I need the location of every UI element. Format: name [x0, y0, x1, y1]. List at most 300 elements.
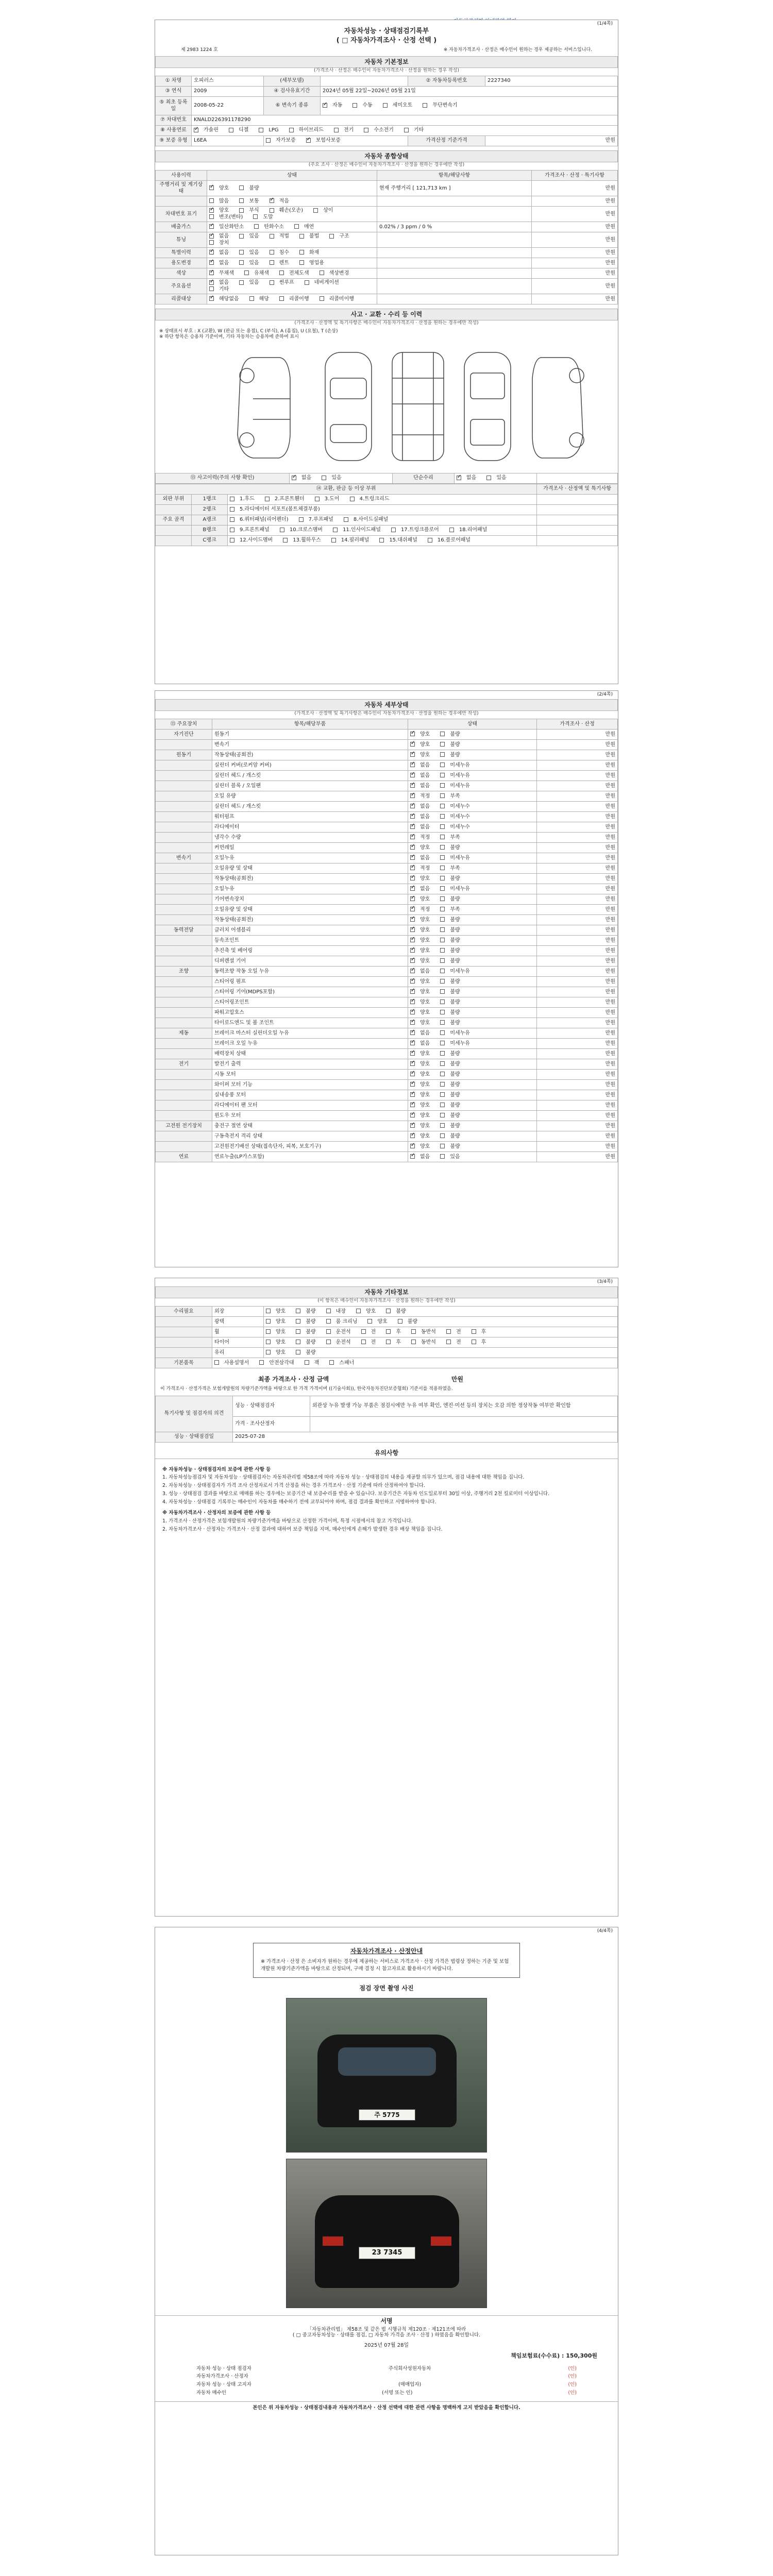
option-item[interactable]: [446, 1329, 466, 1336]
checkbox-icon[interactable]: [299, 260, 304, 265]
checkbox-icon[interactable]: [209, 198, 214, 203]
option-item[interactable]: [410, 1072, 435, 1078]
checkbox-icon[interactable]: [440, 855, 445, 860]
option-item[interactable]: [209, 286, 234, 293]
option-item[interactable]: [410, 1154, 435, 1161]
checkbox-icon[interactable]: [472, 1329, 476, 1334]
checkbox-icon[interactable]: [404, 128, 409, 132]
checkbox-icon[interactable]: [361, 1340, 366, 1344]
checkbox-icon[interactable]: [296, 1319, 300, 1324]
option-item[interactable]: [329, 1360, 359, 1367]
checkbox-icon[interactable]: [410, 1123, 415, 1128]
option-item[interactable]: [230, 527, 275, 534]
checkbox-icon[interactable]: [440, 927, 445, 932]
option-item[interactable]: [410, 1061, 435, 1068]
option-item[interactable]: [410, 989, 435, 996]
checkbox-icon[interactable]: [333, 528, 338, 532]
option-item[interactable]: [410, 1030, 435, 1037]
checkbox-icon[interactable]: [486, 476, 491, 480]
option-item[interactable]: [440, 1051, 465, 1058]
option-item[interactable]: [270, 198, 294, 205]
option-item[interactable]: [244, 270, 274, 277]
checkbox-icon[interactable]: [350, 497, 355, 501]
checkbox-icon[interactable]: [440, 1144, 445, 1148]
checkbox-icon[interactable]: [326, 1319, 331, 1324]
checkbox-icon[interactable]: [361, 1329, 366, 1334]
option-item[interactable]: [259, 1360, 299, 1367]
checkbox-icon[interactable]: [356, 1309, 361, 1313]
checkbox-icon[interactable]: [294, 224, 299, 229]
option-item[interactable]: [329, 233, 354, 240]
checkbox-icon[interactable]: [266, 1340, 271, 1344]
checkbox-icon[interactable]: [194, 128, 198, 132]
option-item[interactable]: [292, 475, 316, 482]
checkbox-icon[interactable]: [446, 1329, 451, 1334]
checkbox-icon[interactable]: [410, 1092, 415, 1097]
option-item[interactable]: [209, 185, 234, 192]
option-item[interactable]: [410, 752, 435, 759]
checkbox-icon[interactable]: [305, 1360, 309, 1365]
option-item[interactable]: [440, 732, 465, 738]
checkbox-icon[interactable]: [230, 538, 234, 543]
checkbox-icon[interactable]: [230, 528, 234, 532]
option-item[interactable]: [410, 793, 435, 800]
checkbox-icon[interactable]: [270, 234, 274, 239]
checkbox-icon[interactable]: [410, 999, 415, 1004]
checkbox-icon[interactable]: [296, 1340, 300, 1344]
option-item[interactable]: [440, 1041, 475, 1047]
option-item[interactable]: [472, 1329, 492, 1336]
checkbox-icon[interactable]: [322, 476, 326, 480]
option-item[interactable]: [326, 1319, 363, 1326]
option-item[interactable]: [440, 907, 465, 913]
checkbox-icon[interactable]: [299, 234, 304, 239]
checkbox-icon[interactable]: [209, 260, 214, 265]
checkbox-icon[interactable]: [440, 907, 445, 911]
checkbox-icon[interactable]: [410, 969, 415, 973]
checkbox-icon[interactable]: [472, 1340, 476, 1344]
checkbox-icon[interactable]: [209, 234, 214, 239]
checkbox-icon[interactable]: [410, 773, 415, 777]
option-item[interactable]: [440, 793, 465, 800]
checkbox-icon[interactable]: [410, 1082, 415, 1087]
checkbox-icon[interactable]: [423, 103, 427, 108]
checkbox-icon[interactable]: [244, 270, 249, 275]
option-item[interactable]: [410, 866, 435, 872]
checkbox-icon[interactable]: [440, 1082, 445, 1087]
checkbox-icon[interactable]: [449, 528, 454, 532]
option-item[interactable]: [410, 1092, 435, 1099]
option-item[interactable]: [440, 948, 465, 955]
option-item[interactable]: [254, 224, 289, 231]
checkbox-icon[interactable]: [410, 1020, 415, 1025]
checkbox-icon[interactable]: [323, 103, 327, 108]
checkbox-icon[interactable]: [305, 280, 309, 285]
option-item[interactable]: [279, 270, 314, 277]
option-item[interactable]: [410, 762, 435, 769]
checkbox-icon[interactable]: [266, 138, 271, 143]
option-item[interactable]: [296, 1319, 321, 1326]
checkbox-icon[interactable]: [279, 270, 284, 275]
checkbox-icon[interactable]: [334, 128, 339, 132]
option-item[interactable]: [249, 296, 274, 303]
option-item[interactable]: [352, 103, 377, 109]
option-item[interactable]: [410, 804, 435, 810]
checkbox-icon[interactable]: [440, 732, 445, 736]
option-item[interactable]: [209, 296, 244, 303]
checkbox-icon[interactable]: [410, 814, 415, 819]
checkbox-icon[interactable]: [209, 185, 214, 190]
option-item[interactable]: [410, 783, 435, 790]
option-item[interactable]: [440, 845, 465, 852]
option-item[interactable]: [209, 250, 234, 257]
checkbox-icon[interactable]: [440, 845, 445, 850]
option-item[interactable]: [440, 1113, 465, 1120]
option-item[interactable]: [410, 917, 435, 924]
option-item[interactable]: [230, 496, 260, 503]
checkbox-icon[interactable]: [410, 804, 415, 808]
option-item[interactable]: [239, 198, 264, 205]
option-item[interactable]: [270, 233, 294, 240]
checkbox-icon[interactable]: [306, 138, 311, 143]
option-item[interactable]: [386, 1329, 406, 1336]
checkbox-icon[interactable]: [440, 1092, 445, 1097]
checkbox-icon[interactable]: [440, 1061, 445, 1066]
checkbox-icon[interactable]: [440, 742, 445, 747]
option-item[interactable]: [239, 233, 264, 240]
checkbox-icon[interactable]: [411, 1340, 416, 1344]
option-item[interactable]: [239, 260, 264, 267]
option-item[interactable]: [440, 1061, 465, 1068]
option-item[interactable]: [266, 1309, 291, 1315]
checkbox-icon[interactable]: [410, 989, 415, 994]
option-item[interactable]: [299, 233, 324, 240]
option-item[interactable]: [440, 927, 465, 934]
option-item[interactable]: [305, 1360, 325, 1367]
checkbox-icon[interactable]: [296, 1350, 300, 1354]
option-item[interactable]: [440, 752, 465, 759]
option-item[interactable]: [410, 1144, 435, 1150]
checkbox-icon[interactable]: [326, 1309, 331, 1313]
option-item[interactable]: [270, 260, 294, 267]
option-item[interactable]: [259, 127, 283, 134]
checkbox-icon[interactable]: [410, 1051, 415, 1056]
checkbox-icon[interactable]: [440, 979, 445, 984]
option-item[interactable]: [209, 198, 234, 205]
option-item[interactable]: [440, 1020, 465, 1027]
option-item[interactable]: [299, 517, 339, 523]
checkbox-icon[interactable]: [440, 1103, 445, 1107]
checkbox-icon[interactable]: [270, 260, 274, 265]
checkbox-icon[interactable]: [410, 752, 415, 757]
checkbox-icon[interactable]: [364, 128, 368, 132]
checkbox-icon[interactable]: [254, 224, 259, 229]
checkbox-icon[interactable]: [386, 1309, 391, 1313]
option-item[interactable]: [410, 855, 435, 862]
checkbox-icon[interactable]: [209, 240, 214, 245]
option-item[interactable]: [410, 742, 435, 749]
option-item[interactable]: [398, 1319, 423, 1326]
checkbox-icon[interactable]: [239, 185, 244, 190]
checkbox-icon[interactable]: [266, 1350, 271, 1354]
checkbox-icon[interactable]: [326, 1329, 331, 1334]
option-item[interactable]: [265, 496, 310, 503]
option-item[interactable]: [440, 1133, 465, 1140]
checkbox-icon[interactable]: [440, 938, 445, 942]
option-item[interactable]: [279, 296, 314, 303]
checkbox-icon[interactable]: [315, 497, 320, 501]
option-item[interactable]: [270, 280, 299, 286]
checkbox-icon[interactable]: [440, 958, 445, 963]
option-item[interactable]: [410, 948, 435, 955]
option-item[interactable]: [270, 208, 308, 214]
checkbox-icon[interactable]: [446, 1340, 451, 1344]
checkbox-icon[interactable]: [440, 917, 445, 922]
checkbox-icon[interactable]: [320, 296, 324, 301]
option-item[interactable]: [410, 979, 435, 986]
option-item[interactable]: [440, 1072, 465, 1078]
checkbox-icon[interactable]: [289, 128, 294, 132]
checkbox-icon[interactable]: [209, 224, 214, 229]
checkbox-icon[interactable]: [230, 497, 234, 501]
checkbox-icon[interactable]: [398, 1319, 402, 1324]
checkbox-icon[interactable]: [440, 999, 445, 1004]
checkbox-icon[interactable]: [440, 1072, 445, 1076]
option-item[interactable]: [440, 814, 475, 821]
checkbox-icon[interactable]: [329, 1360, 334, 1365]
option-item[interactable]: [440, 896, 465, 903]
checkbox-icon[interactable]: [410, 979, 415, 984]
checkbox-icon[interactable]: [410, 1133, 415, 1138]
checkbox-icon[interactable]: [296, 1329, 300, 1334]
option-item[interactable]: [209, 233, 234, 240]
checkbox-icon[interactable]: [209, 270, 214, 275]
checkbox-icon[interactable]: [440, 866, 445, 870]
option-item[interactable]: [440, 1144, 465, 1150]
option-item[interactable]: [266, 138, 301, 144]
checkbox-icon[interactable]: [292, 476, 296, 480]
option-item[interactable]: [209, 240, 234, 247]
option-item[interactable]: [367, 1319, 392, 1326]
checkbox-icon[interactable]: [344, 517, 348, 522]
checkbox-icon[interactable]: [410, 1154, 415, 1159]
option-item[interactable]: [410, 886, 435, 893]
checkbox-icon[interactable]: [410, 1144, 415, 1148]
option-item[interactable]: [344, 517, 394, 523]
checkbox-icon[interactable]: [386, 1329, 391, 1334]
checkbox-icon[interactable]: [230, 517, 234, 522]
option-item[interactable]: [486, 475, 511, 482]
checkbox-icon[interactable]: [410, 1072, 415, 1076]
option-item[interactable]: [239, 280, 264, 286]
option-item[interactable]: [322, 475, 346, 482]
checkbox-icon[interactable]: [296, 1309, 300, 1313]
option-item[interactable]: [440, 1154, 465, 1161]
option-item[interactable]: [440, 1092, 465, 1099]
option-item[interactable]: [440, 886, 475, 893]
option-item[interactable]: [266, 1329, 291, 1336]
option-item[interactable]: [440, 1082, 465, 1089]
option-item[interactable]: [350, 496, 395, 503]
checkbox-icon[interactable]: [326, 1340, 331, 1344]
checkbox-icon[interactable]: [410, 835, 415, 839]
checkbox-icon[interactable]: [266, 1309, 271, 1313]
option-item[interactable]: [280, 527, 328, 534]
option-item[interactable]: [266, 1340, 291, 1346]
option-item[interactable]: [440, 1010, 465, 1016]
checkbox-icon[interactable]: [367, 1319, 372, 1324]
checkbox-icon[interactable]: [331, 538, 336, 543]
option-item[interactable]: [386, 1340, 406, 1346]
option-item[interactable]: [423, 103, 462, 109]
option-item[interactable]: [440, 999, 465, 1006]
checkbox-icon[interactable]: [329, 234, 334, 239]
checkbox-icon[interactable]: [410, 896, 415, 901]
checkbox-icon[interactable]: [270, 198, 274, 203]
option-item[interactable]: [410, 1133, 435, 1140]
option-item[interactable]: [383, 103, 418, 109]
checkbox-icon[interactable]: [410, 907, 415, 911]
signature-field[interactable]: (인): [568, 2382, 577, 2388]
option-item[interactable]: [320, 296, 359, 303]
checkbox-icon[interactable]: [428, 538, 432, 543]
checkbox-icon[interactable]: [440, 752, 445, 757]
option-item[interactable]: [266, 1319, 291, 1326]
option-item[interactable]: [440, 958, 465, 965]
option-item[interactable]: [361, 1340, 381, 1346]
checkbox-icon[interactable]: [253, 214, 258, 219]
option-item[interactable]: [283, 537, 326, 544]
option-item[interactable]: [230, 506, 325, 513]
checkbox-icon[interactable]: [239, 198, 244, 203]
checkbox-icon[interactable]: [270, 250, 274, 255]
checkbox-icon[interactable]: [410, 793, 415, 798]
checkbox-icon[interactable]: [410, 948, 415, 953]
checkbox-icon[interactable]: [410, 1061, 415, 1066]
checkbox-icon[interactable]: [410, 866, 415, 870]
option-item[interactable]: [410, 814, 435, 821]
checkbox-icon[interactable]: [352, 103, 357, 108]
option-item[interactable]: [296, 1309, 321, 1315]
checkbox-icon[interactable]: [440, 783, 445, 788]
option-item[interactable]: [440, 1123, 465, 1130]
checkbox-icon[interactable]: [239, 260, 244, 265]
option-item[interactable]: [386, 1309, 411, 1315]
option-item[interactable]: [410, 824, 435, 831]
checkbox-icon[interactable]: [320, 270, 324, 275]
option-item[interactable]: [440, 917, 465, 924]
option-item[interactable]: [410, 1103, 435, 1109]
option-item[interactable]: [440, 762, 475, 769]
option-item[interactable]: [299, 260, 329, 267]
checkbox-icon[interactable]: [279, 296, 284, 301]
option-item[interactable]: [428, 537, 476, 544]
checkbox-icon[interactable]: [440, 1154, 445, 1159]
option-item[interactable]: [305, 280, 344, 286]
option-item[interactable]: [410, 927, 435, 934]
option-item[interactable]: [299, 250, 324, 257]
checkbox-icon[interactable]: [410, 845, 415, 850]
checkbox-icon[interactable]: [440, 969, 445, 973]
option-item[interactable]: [391, 527, 444, 534]
checkbox-icon[interactable]: [410, 876, 415, 880]
option-item[interactable]: [472, 1340, 492, 1346]
option-item[interactable]: [410, 773, 435, 779]
option-item[interactable]: [356, 1309, 381, 1315]
option-item[interactable]: [326, 1340, 356, 1346]
checkbox-icon[interactable]: [457, 476, 461, 480]
option-item[interactable]: [410, 835, 435, 841]
option-item[interactable]: [440, 866, 465, 872]
option-item[interactable]: [313, 208, 338, 214]
checkbox-icon[interactable]: [383, 103, 388, 108]
option-item[interactable]: [334, 127, 359, 134]
option-item[interactable]: [230, 517, 294, 523]
option-item[interactable]: [410, 1113, 435, 1120]
checkbox-icon[interactable]: [239, 234, 244, 239]
option-item[interactable]: [214, 1360, 254, 1367]
checkbox-icon[interactable]: [410, 917, 415, 922]
option-item[interactable]: [411, 1329, 441, 1336]
option-item[interactable]: [440, 783, 475, 790]
option-item[interactable]: [209, 208, 234, 214]
checkbox-icon[interactable]: [410, 1041, 415, 1045]
checkbox-icon[interactable]: [410, 1030, 415, 1035]
checkbox-icon[interactable]: [440, 824, 445, 829]
option-item[interactable]: [410, 1082, 435, 1089]
checkbox-icon[interactable]: [230, 507, 234, 512]
option-item[interactable]: [315, 496, 345, 503]
checkbox-icon[interactable]: [214, 1360, 219, 1365]
option-item[interactable]: [331, 537, 375, 544]
checkbox-icon[interactable]: [266, 1319, 271, 1324]
checkbox-icon[interactable]: [440, 989, 445, 994]
option-item[interactable]: [266, 1350, 291, 1357]
checkbox-icon[interactable]: [410, 886, 415, 891]
option-item[interactable]: [410, 845, 435, 852]
option-item[interactable]: [440, 742, 465, 749]
checkbox-icon[interactable]: [410, 732, 415, 736]
signature-field[interactable]: (인): [568, 2365, 577, 2371]
checkbox-icon[interactable]: [410, 1103, 415, 1107]
checkbox-icon[interactable]: [410, 855, 415, 860]
option-item[interactable]: [410, 958, 435, 965]
checkbox-icon[interactable]: [239, 280, 244, 285]
checkbox-icon[interactable]: [440, 1020, 445, 1025]
option-item[interactable]: [209, 260, 234, 267]
checkbox-icon[interactable]: [209, 214, 214, 219]
option-item[interactable]: [209, 270, 239, 277]
checkbox-icon[interactable]: [440, 886, 445, 891]
checkbox-icon[interactable]: [440, 1133, 445, 1138]
checkbox-icon[interactable]: [440, 1051, 445, 1056]
option-item[interactable]: [270, 250, 294, 257]
checkbox-icon[interactable]: [410, 1113, 415, 1117]
option-item[interactable]: [446, 1340, 466, 1346]
checkbox-icon[interactable]: [239, 250, 244, 255]
checkbox-icon[interactable]: [391, 528, 396, 532]
option-item[interactable]: [239, 185, 264, 192]
checkbox-icon[interactable]: [299, 517, 304, 522]
option-item[interactable]: [440, 979, 465, 986]
option-item[interactable]: [239, 250, 264, 257]
option-item[interactable]: [410, 938, 435, 944]
checkbox-icon[interactable]: [239, 208, 244, 213]
checkbox-icon[interactable]: [265, 497, 270, 501]
checkbox-icon[interactable]: [229, 128, 233, 132]
checkbox-icon[interactable]: [209, 250, 214, 255]
checkbox-icon[interactable]: [313, 208, 318, 213]
